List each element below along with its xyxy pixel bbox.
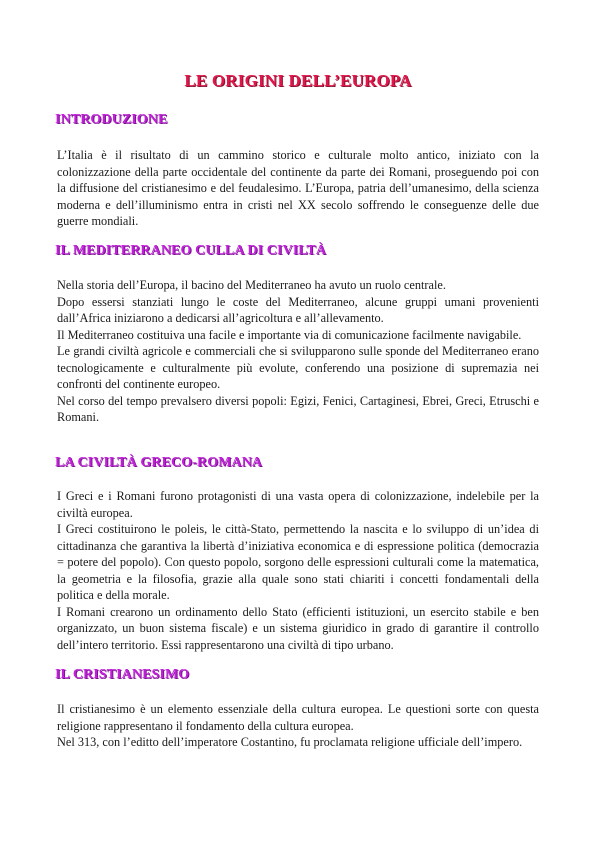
paragraph: I Greci e i Romani furono protagonisti di una vasta opera di colonizzazione, indelebile per la civiltà europea. xyxy=(57,489,539,520)
document-title: LE ORIGINI DELL’EUROPA xyxy=(184,71,412,90)
paragraph: Dopo essersi stanziati lungo le coste del Mediterraneo, alcune gruppi umani provenienti dall’Africa iniziarono a dedicarsi all’agricoltura e all’allevamento. xyxy=(57,294,539,325)
paragraph: I Romani crearono un ordinamento dello Stato (efficienti istituzioni, un esercito stabile e ben organizzato, un buon sistema fiscale) e un sistema giuridico in grado di garantire il controllo dell’intero territorio. Essi rappresentarono una civiltà di tipo urbano. xyxy=(57,604,539,652)
paragraph: Nel corso del tempo prevalsero diversi popoli: Egizi, Fenici, Cartaginesi, Ebrei, Greci, Etruschi e Romani. xyxy=(57,393,539,424)
paragraph: Il cristianesimo è un elemento essenziale della cultura europea. Le questioni sorte con questa religione rappresentano il fondamento della cultura europea. xyxy=(57,702,539,733)
paragraph: I Greci costituirono le poleis, le città-Stato, permettendo la nascita e lo sviluppo di un’idea di cittadinanza che garantiva la libertà d’iniziativa economica e di espressione politica (democrazia = potere del popolo). Con questo popolo, sorgono delle espressioni culturali come la matematica, la geometria e la filosofia, grazie alla quale sono stati chiariti i concetti fondamentali della politica e della morale. xyxy=(57,522,539,602)
paragraph: Le grandi civiltà agricole e commerciali che si svilupparono sulle sponde del Mediterraneo erano tecnologicamente e culturalmente più evolute, conferendo una posizione di supremazia nei confronti del continente europeo. xyxy=(57,344,539,391)
section-body-greco-romana xyxy=(57,488,539,653)
paragraph: Il Mediterraneo costituiva una facile e importante via di comunicazione facilmente navigabile. xyxy=(57,327,522,342)
section-heading-cristianesimo: IL CRISTIANESIMO xyxy=(55,667,190,682)
section-body-mediterraneo xyxy=(57,277,539,426)
section-body-introduzione xyxy=(57,147,539,230)
paragraph: L’Italia è il risultato di un cammino storico e culturale molto antico, iniziato con la colonizzazione della parte occidentale del continente da parte dei Romani, proseguendo poi con la diffusione del cristianesimo e del feudalesimo. L’Europa, patria dell’umanesimo, della scienza moderna e dell’illuminismo entra in cristi nel XX secolo soffrendo le conseguenze delle due guerre mondiali. xyxy=(57,148,539,228)
section-heading-introduzione: INTRODUZIONE xyxy=(55,112,168,127)
section-heading-greco-romana: LA CIVILTÀ GRECO-ROMANA xyxy=(55,455,263,470)
section-heading-mediterraneo: IL MEDITERRANEO CULLA DI CIVILTÀ xyxy=(55,243,327,258)
paragraph: Nella storia dell’Europa, il bacino del Mediterraneo ha avuto un ruolo centrale. xyxy=(57,278,446,292)
paragraph: Nel 313, con l’editto dell’imperatore Costantino, fu proclamata religione ufficiale dell’impero. xyxy=(57,735,523,749)
section-body-cristianesimo xyxy=(57,701,539,751)
